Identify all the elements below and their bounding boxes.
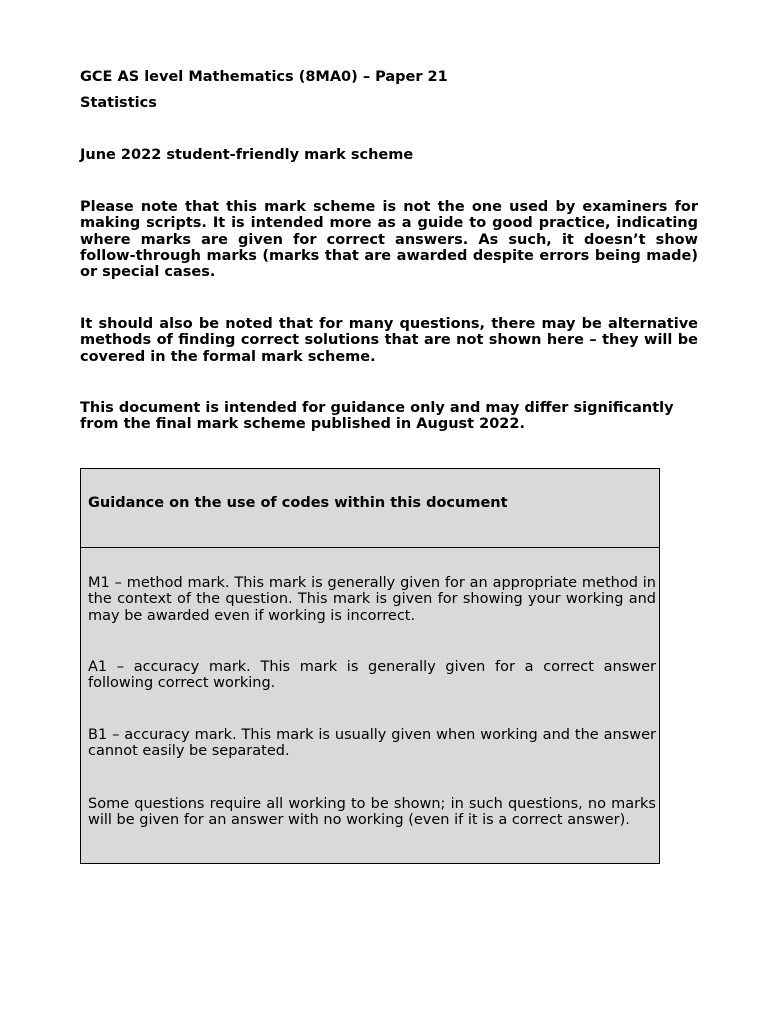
guidance-title: Guidance on the use of codes within this document [88, 495, 508, 511]
document-subtitle: Statistics [80, 95, 157, 111]
note-paragraph-guidance-only: This document is intended for guidance only and may differ significantly from the final mark scheme published in August 2022. [80, 400, 674, 433]
code-a1-description: A1 – accuracy mark. This mark is generally given for a correct answer following correct working. [88, 659, 656, 692]
note-paragraph-alternative-methods: It should also be noted that for many questions, there may be alternative methods of finding correct solutions that are not shown here – they will be covered in the formal mark scheme. [80, 316, 698, 365]
document-title: GCE AS level Mathematics (8MA0) – Paper 21 [80, 69, 448, 85]
code-m1-description: M1 – method mark. This mark is generally given for an appropriate method in the context of the question. This mark is given for showing your working and may be awarded even if working is incorrect. [88, 575, 656, 624]
note-paragraph-examiners: Please note that this mark scheme is not the one used by examiners for making scripts. It is intended more as a guide to good practice, indicating where marks are given for correct answers. As such, it doesn’t show follow-through marks (marks that are awarded despite errors being made) or special cases. [80, 199, 698, 281]
guidance-header [81, 469, 659, 548]
mark-scheme-label: June 2022 student-friendly mark scheme [80, 147, 414, 163]
code-b1-description: B1 – accuracy mark. This mark is usually given when working and the answer cannot easily be separated. [88, 727, 656, 760]
guidance-codes-box [80, 468, 660, 864]
working-requirement-note: Some questions require all working to be shown; in such questions, no marks will be given for an answer with no working (even if it is a correct answer). [88, 796, 656, 829]
